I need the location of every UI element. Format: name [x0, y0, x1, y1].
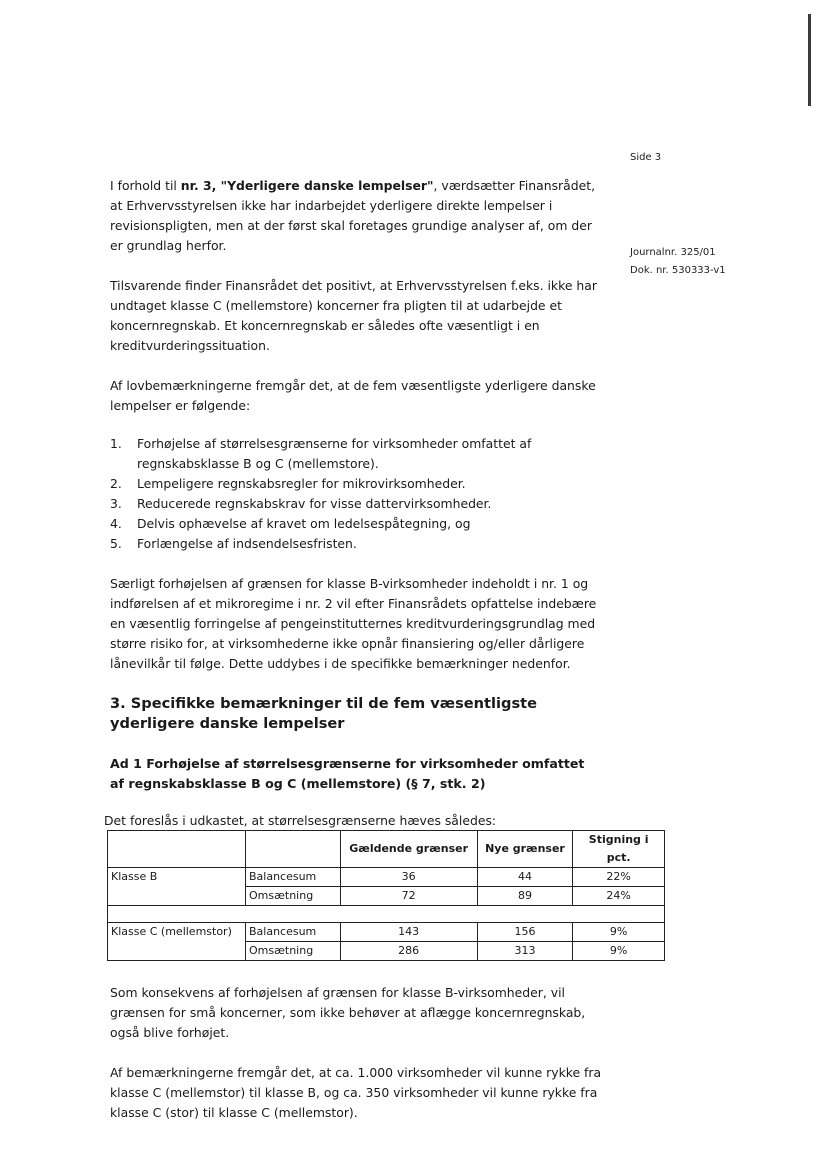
current-value: 143	[340, 923, 477, 942]
list-item-text: Forhøjelse af størrelsesgrænserne for virksomheder omfattet af regnskabsklasse B og C (mellemstore).	[137, 436, 532, 471]
metric-label: Omsætning	[245, 887, 340, 906]
list-item-text: Delvis ophævelse af kravet om ledelsespåtegning, og	[137, 516, 471, 531]
paragraph-bold-reference: nr. 3, "Yderligere danske lempelser"	[180, 178, 434, 193]
current-value: 72	[340, 887, 477, 906]
list-item	[110, 434, 602, 474]
list-item-text: Lempeligere regnskabsregler for mikrovirksomheder.	[137, 476, 466, 491]
page-number: Side 3	[630, 152, 662, 163]
document-body	[104, 176, 649, 1143]
list-item-text: Forlængelse af indsendelsesfristen.	[137, 536, 357, 551]
table-cell-empty	[245, 831, 340, 868]
current-value: 36	[340, 868, 477, 887]
list-item	[110, 494, 602, 514]
lempelser-list	[110, 434, 602, 554]
new-value: 89	[477, 887, 573, 906]
pct-value: 9%	[573, 923, 665, 942]
size-limits-table	[107, 830, 665, 961]
paragraph-koncernregnskab: Tilsvarende finder Finansrådet det positivt, at Erhvervsstyrelsen f.eks. ikke har undtaget klasse C (mellemstore) koncerner fra pligten til at udarbejde et koncernregnskab. Et koncernregnskab er således ofte væsentligt i en kreditvurderingssituation.	[110, 278, 597, 353]
new-value: 313	[477, 942, 573, 961]
header-increase-pct: Stigning i pct.	[573, 831, 665, 868]
class-label: Klasse C (mellemstor)	[108, 923, 246, 961]
table-header-row	[108, 831, 665, 868]
table-intro: Det foreslås i udkastet, at størrelsesgrænserne hæves således:	[104, 813, 497, 828]
list-item	[110, 514, 602, 534]
table-cell-empty	[108, 906, 665, 923]
header-new-limits: Nye grænser	[477, 831, 573, 868]
new-value: 44	[477, 868, 573, 887]
section-heading: 3. Specifikke bemærkninger til de fem væsentligste yderligere danske lempelser	[110, 695, 538, 732]
pct-value: 22%	[573, 868, 665, 887]
list-item-number: 4.	[110, 516, 122, 531]
paragraph-lovbemaerkninger: Af lovbemærkningerne fremgår det, at de fem væsentligste yderligere danske lempelser er følgende:	[110, 378, 596, 413]
table-cell-empty	[108, 831, 246, 868]
subsection-heading: Ad 1 Forhøjelse af størrelsesgrænserne for virksomheder omfattet af regnskabsklasse B og C (mellemstore) (§ 7, stk. 2)	[110, 756, 585, 791]
scan-edge-mark	[808, 14, 811, 106]
paragraph-kreditvurdering: Særligt forhøjelsen af grænsen for klasse B-virksomheder indeholdt i nr. 1 og indførelsen af et mikroregime i nr. 2 vil efter Finansrådets opfattelse indebære en væsentlig forringelse af pengeinstitutternes kreditvurderingsgrundlag med større risiko for, at virksomhederne ikke opnår finansiering og/eller dårligere lånevilkår til følge. Dette uddybes i de specifikke bemærkninger nedenfor.	[110, 576, 597, 671]
new-value: 156	[477, 923, 573, 942]
paragraph-yderligere-lempelser	[110, 176, 602, 256]
list-item	[110, 474, 602, 494]
list-item-text: Reducerede regnskabskrav for visse dattervirksomheder.	[137, 496, 492, 511]
document-number: Dok. nr. 530333-v1	[630, 265, 726, 276]
pct-value: 24%	[573, 887, 665, 906]
pct-value: 9%	[573, 942, 665, 961]
table-spacer-row	[108, 906, 665, 923]
list-item-number: 5.	[110, 536, 122, 551]
header-current-limits: Gældende grænser	[340, 831, 477, 868]
list-item	[110, 534, 602, 554]
journal-number: Journalnr. 325/01	[630, 247, 716, 258]
current-value: 286	[340, 942, 477, 961]
list-item-number: 2.	[110, 476, 122, 491]
metric-label: Balancesum	[245, 923, 340, 942]
table-row	[108, 868, 665, 887]
paragraph-koncerner: Som konsekvens af forhøjelsen af grænsen for klasse B-virksomheder, vil grænsen for små koncerner, som ikke behøver at aflægge koncernregnskab, også blive forhøjet.	[110, 985, 586, 1040]
list-item-number: 3.	[110, 496, 122, 511]
list-item-number: 1.	[110, 436, 122, 451]
paragraph-virksomheder-rykke: Af bemærkningerne fremgår det, at ca. 1.000 virksomheder vil kunne rykke fra klasse C (mellemstor) til klasse B, og ca. 350 virksomheder vil kunne rykke fra klasse C (stor) til klasse C (mellemstor).	[110, 1065, 602, 1120]
metric-label: Omsætning	[245, 942, 340, 961]
paragraph-lead: I forhold til	[110, 178, 181, 193]
paragraph-rest: , værdsætter Finansrådet, at Erhvervsstyrelsen ikke har indarbejdet yderligere direkte lempelser i revisionspligten, men at der først skal foretages grundige analyser af, om der er grundlag herfor.	[110, 178, 596, 253]
table-row	[108, 923, 665, 942]
class-label: Klasse B	[108, 868, 246, 906]
metric-label: Balancesum	[245, 868, 340, 887]
